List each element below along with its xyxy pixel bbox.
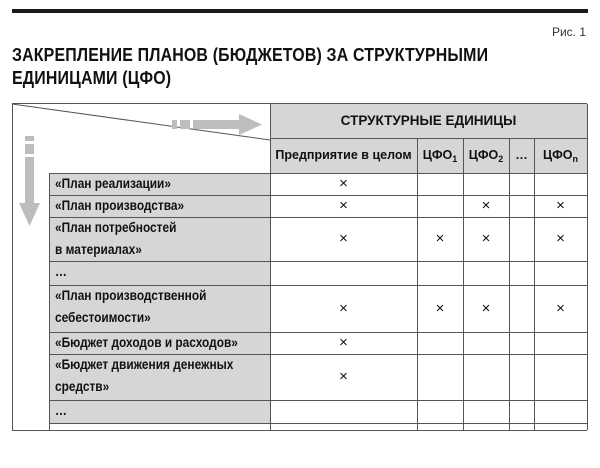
assignment-mark: × [481, 299, 491, 317]
assignment-mark: × [435, 230, 445, 247]
right-arrow-icon [172, 113, 264, 137]
row-label: … [55, 264, 67, 279]
column-header: Предприятие в целом [275, 148, 412, 162]
grid-hline [270, 138, 587, 139]
column-header: $ЦФО_1$ [422, 148, 458, 164]
grid-vline [534, 138, 535, 430]
figure-label: Рис. 1 [551, 25, 586, 39]
row-label: «Бюджет доходов и расходов» [55, 335, 238, 350]
column-header: $ЦФО_2$ [468, 148, 504, 164]
grid-hline [49, 261, 587, 262]
grid-vline [12, 104, 13, 430]
assignment-mark: × [339, 334, 348, 351]
row-label-cont: в материалах» [55, 242, 142, 257]
row-label: «План реализации» [55, 176, 171, 191]
row-label: «План потребностей [55, 220, 177, 235]
grid-hline [49, 400, 587, 401]
assignment-mark: × [339, 197, 348, 214]
assignment-mark: × [339, 299, 348, 317]
column-header: … [515, 148, 528, 162]
assignment-mark: × [339, 230, 348, 247]
assignment-mark: × [556, 299, 565, 317]
row-label: … [55, 403, 67, 418]
page-title [12, 43, 494, 89]
row-label: «План производства» [55, 198, 185, 213]
assignment-mark: × [435, 299, 445, 317]
grid-vline [587, 104, 588, 430]
grid-vline [509, 138, 510, 430]
assignment-mark: × [481, 197, 491, 214]
assignment-mark: × [481, 230, 491, 247]
grid-hline [49, 423, 587, 424]
down-arrow-icon [18, 136, 42, 228]
column-header: $ЦФО_n$ [542, 148, 579, 164]
title-line-2: ЕДИНИЦАМИ (ЦФО) [12, 67, 172, 88]
assignment-mark: × [339, 368, 348, 385]
row-label: «План производственной [55, 288, 207, 303]
grid-vline [49, 173, 50, 430]
title-line-1: ЗАКРЕПЛЕНИЕ ПЛАНОВ (БЮДЖЕТОВ) ЗА СТРУКТУРНЫМИ [12, 44, 489, 65]
group-header: СТРУКТУРНЫЕ ЕДИНИЦЫ [340, 113, 517, 128]
row-label: «Бюджет движения денежных [55, 357, 234, 372]
row-label-cont: средств» [55, 379, 110, 394]
assignment-mark: × [339, 175, 348, 192]
grid-vline [463, 138, 464, 430]
top-rule [12, 9, 588, 13]
grid-vline [270, 104, 271, 430]
row-label-cont: себестоимости» [55, 310, 151, 325]
grid-vline [417, 138, 418, 430]
assignment-mark: × [556, 197, 565, 214]
budget-assignment-table [12, 103, 587, 431]
assignment-mark: × [556, 230, 565, 247]
